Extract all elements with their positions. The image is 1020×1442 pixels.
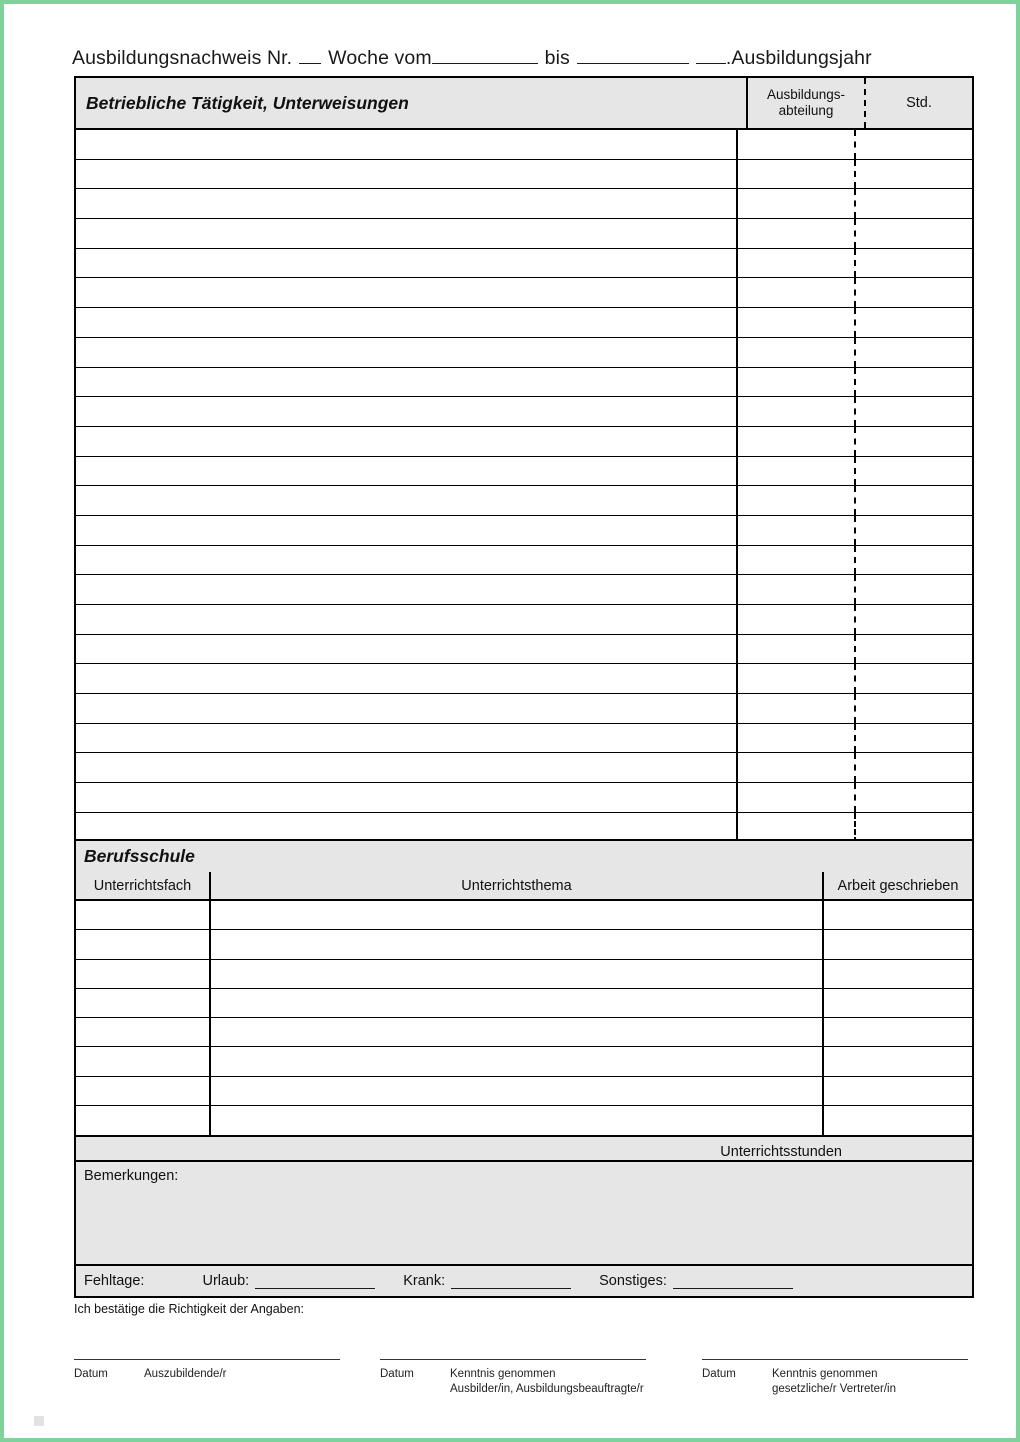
cell-hours[interactable]: [854, 338, 972, 367]
cell-written[interactable]: [822, 1077, 972, 1105]
krank-label: Krank:: [403, 1273, 446, 1289]
cell-department[interactable]: [736, 694, 854, 723]
signature-trainee: [74, 1359, 380, 1397]
cell-department[interactable]: [736, 457, 854, 486]
cell-hours[interactable]: [854, 486, 972, 515]
cell-activity[interactable]: [76, 783, 736, 812]
cell-activity[interactable]: [76, 694, 736, 723]
signature-role-line1: Kenntnis genommen: [450, 1368, 556, 1380]
sum-label-unterrichtsstunden: Unterrichtsstunden: [720, 1143, 842, 1160]
signature-date-label: Datum: [380, 1368, 414, 1380]
cell-department[interactable]: [736, 308, 854, 337]
column-header-department-line2: abteilung: [778, 103, 834, 118]
cell-hours[interactable]: [854, 783, 972, 812]
cell-activity[interactable]: [76, 249, 736, 278]
cell-topic[interactable]: [209, 960, 822, 988]
table-row: [76, 635, 972, 665]
table-row: [76, 694, 972, 724]
cell-hours[interactable]: [854, 457, 972, 486]
cell-topic[interactable]: [209, 1106, 822, 1135]
table-header-row: [76, 78, 972, 130]
cell-hours[interactable]: [854, 397, 972, 426]
table-row: [76, 189, 972, 219]
column-header-hours: Std.: [864, 78, 972, 128]
cell-hours[interactable]: [854, 249, 972, 278]
table-row: [76, 783, 972, 813]
cell-department[interactable]: [736, 397, 854, 426]
table-row: [76, 901, 972, 930]
table-row: [76, 457, 972, 487]
table-row: [76, 427, 972, 457]
column-header-department-line1: Ausbildungs-: [766, 87, 846, 102]
confirmation-text: Ich bestätige die Richtigkeit der Angaben:: [74, 1302, 305, 1316]
cell-department[interactable]: [736, 278, 854, 307]
table-row: [76, 160, 972, 190]
cell-activity[interactable]: [76, 338, 736, 367]
cell-hours[interactable]: [854, 160, 972, 189]
urlaub-field[interactable]: [255, 1273, 375, 1289]
cell-subject[interactable]: [76, 1106, 209, 1135]
field-week-to[interactable]: [577, 46, 689, 64]
cell-activity[interactable]: [76, 724, 736, 753]
urlaub-label: Urlaub:: [202, 1273, 250, 1289]
signature-role-line1: Auszubildende/r: [144, 1368, 227, 1380]
field-nachweis-nr[interactable]: [299, 46, 321, 64]
cell-hours[interactable]: [854, 635, 972, 664]
table-row: [76, 1018, 972, 1047]
form-sheet: [4, 4, 1016, 1438]
cell-department[interactable]: [736, 486, 854, 515]
cell-activity[interactable]: [76, 397, 736, 426]
cell-hours[interactable]: [854, 189, 972, 218]
cell-department[interactable]: [736, 160, 854, 189]
cell-written[interactable]: [822, 960, 972, 988]
signature-line[interactable]: [74, 1359, 340, 1360]
cell-department[interactable]: [736, 546, 854, 575]
cell-activity[interactable]: [76, 457, 736, 486]
cell-subject[interactable]: [76, 960, 209, 988]
bemerkungen-box[interactable]: [74, 1160, 974, 1266]
label-bis: bis: [544, 47, 570, 69]
cell-activity[interactable]: [76, 546, 736, 575]
cell-activity[interactable]: [76, 516, 736, 545]
cell-hours[interactable]: [854, 278, 972, 307]
signature-role-line2: Ausbilder/in, Ausbildungsbeauftragte/r: [450, 1383, 644, 1395]
cell-activity[interactable]: [76, 160, 736, 189]
table-row: [76, 605, 972, 635]
label-woche-vom: Woche vom: [328, 47, 432, 69]
cell-activity[interactable]: [76, 308, 736, 337]
table-row: [76, 397, 972, 427]
cell-subject[interactable]: [76, 930, 209, 958]
cell-activity[interactable]: [76, 753, 736, 782]
cell-department[interactable]: [736, 605, 854, 634]
cell-hours[interactable]: [854, 308, 972, 337]
table-row: [76, 930, 972, 959]
cell-activity[interactable]: [76, 368, 736, 397]
column-header-unterrichtsfach: Unterrichtsfach: [93, 877, 192, 894]
berufsschule-header-row: [76, 872, 972, 901]
cell-hours[interactable]: [854, 219, 972, 248]
cell-activity[interactable]: [76, 130, 736, 159]
cell-topic[interactable]: [209, 989, 822, 1017]
cell-department[interactable]: [736, 516, 854, 545]
cell-department[interactable]: [736, 635, 854, 664]
cell-department[interactable]: [736, 783, 854, 812]
signature-legal-guardian: [702, 1359, 974, 1397]
column-header-unterrichtsthema: Unterrichtsthema: [209, 872, 822, 899]
cell-subject[interactable]: [76, 1047, 209, 1075]
table-row: [76, 960, 972, 989]
cell-hours[interactable]: [854, 427, 972, 456]
cell-hours[interactable]: [854, 664, 972, 693]
cell-topic[interactable]: [209, 1047, 822, 1075]
cell-hours[interactable]: [854, 516, 972, 545]
cell-activity[interactable]: [76, 664, 736, 693]
cell-hours[interactable]: [854, 724, 972, 753]
cell-hours[interactable]: [854, 130, 972, 159]
cell-department[interactable]: [736, 249, 854, 278]
field-ausbildungsjahr[interactable]: [696, 46, 726, 64]
table-row: [76, 308, 972, 338]
cell-department[interactable]: [736, 130, 854, 159]
signature-role-line2: gesetzliche/r Vertreter/in: [772, 1383, 897, 1395]
cell-subject[interactable]: [76, 1077, 209, 1105]
cell-topic[interactable]: [209, 901, 822, 929]
table-row: [76, 338, 972, 368]
cell-topic[interactable]: [209, 1018, 822, 1046]
berufsschule-title: Berufsschule: [76, 841, 972, 872]
sonstiges-field[interactable]: [673, 1273, 793, 1289]
table-row: [76, 219, 972, 249]
table-row: [76, 516, 972, 546]
signature-block: [74, 1359, 974, 1397]
berufsschule-table: [74, 839, 974, 1168]
betriebliche-taetigkeit-table: [74, 76, 974, 876]
cell-department[interactable]: [736, 219, 854, 248]
cell-written[interactable]: [822, 901, 972, 929]
table-row: [76, 989, 972, 1018]
cell-hours[interactable]: [854, 546, 972, 575]
signature-date-label: Datum: [702, 1368, 736, 1380]
cell-activity[interactable]: [76, 219, 736, 248]
cell-subject[interactable]: [76, 989, 209, 1017]
sonstiges-label: Sonstiges:: [599, 1273, 667, 1289]
cell-activity[interactable]: [76, 605, 736, 634]
cell-activity[interactable]: [76, 427, 736, 456]
cell-department[interactable]: [736, 189, 854, 218]
cell-activity[interactable]: [76, 278, 736, 307]
table-row: [76, 1047, 972, 1076]
cell-hours[interactable]: [854, 575, 972, 604]
cell-written[interactable]: [822, 1047, 972, 1075]
signature-date-label: Datum: [74, 1368, 108, 1380]
cell-topic[interactable]: [209, 1077, 822, 1105]
table-row: [76, 278, 972, 308]
table-row: [76, 753, 972, 783]
table-row: [76, 1106, 972, 1135]
column-header-activity: Betriebliche Tätigkeit, Unterweisungen: [86, 92, 409, 113]
table-row: [76, 368, 972, 398]
table-row: [76, 575, 972, 605]
cell-hours[interactable]: [854, 605, 972, 634]
cell-department[interactable]: [736, 753, 854, 782]
cell-activity[interactable]: [76, 635, 736, 664]
cell-activity[interactable]: [76, 575, 736, 604]
table-row: [76, 546, 972, 576]
cell-written[interactable]: [822, 1018, 972, 1046]
column-header-arbeit-geschrieben: Arbeit geschrieben: [822, 872, 972, 899]
krank-field[interactable]: [451, 1273, 571, 1289]
cell-hours[interactable]: [854, 368, 972, 397]
signature-line[interactable]: [702, 1359, 968, 1360]
cell-written[interactable]: [822, 989, 972, 1017]
cell-hours[interactable]: [854, 753, 972, 782]
table-body: [76, 130, 972, 843]
table-row: [76, 1077, 972, 1106]
signature-role-line1: Kenntnis genommen: [772, 1368, 878, 1380]
cell-subject[interactable]: [76, 1018, 209, 1046]
cell-subject[interactable]: [76, 901, 209, 929]
label-ausbildungsnachweis-nr: Ausbildungsnachweis Nr.: [72, 47, 293, 69]
signature-line[interactable]: [380, 1359, 646, 1360]
column-header-department: [746, 78, 864, 128]
signature-trainer: [380, 1359, 702, 1397]
field-week-from[interactable]: [432, 46, 538, 64]
cell-department[interactable]: [736, 338, 854, 367]
fehltage-row: [74, 1266, 974, 1298]
cell-activity[interactable]: [76, 486, 736, 515]
table-row: [76, 664, 972, 694]
cell-written[interactable]: [822, 1106, 972, 1135]
table-row: [76, 486, 972, 516]
label-ausbildungsjahr: .Ausbildungsjahr: [725, 47, 872, 69]
cell-written[interactable]: [822, 930, 972, 958]
cell-topic[interactable]: [209, 930, 822, 958]
table-row: [76, 130, 972, 160]
table-row: [76, 249, 972, 279]
cell-activity[interactable]: [76, 189, 736, 218]
cell-hours[interactable]: [854, 694, 972, 723]
cell-department[interactable]: [736, 724, 854, 753]
cell-department[interactable]: [736, 368, 854, 397]
form-header-line: [72, 46, 978, 70]
cell-department[interactable]: [736, 664, 854, 693]
fehltage-label: Fehltage:: [84, 1273, 145, 1289]
bemerkungen-label: Bemerkungen:: [84, 1168, 179, 1184]
cell-department[interactable]: [736, 575, 854, 604]
cell-department[interactable]: [736, 427, 854, 456]
berufsschule-body: [76, 901, 972, 1135]
corner-artifact: [34, 1416, 44, 1426]
table-row: [76, 724, 972, 754]
